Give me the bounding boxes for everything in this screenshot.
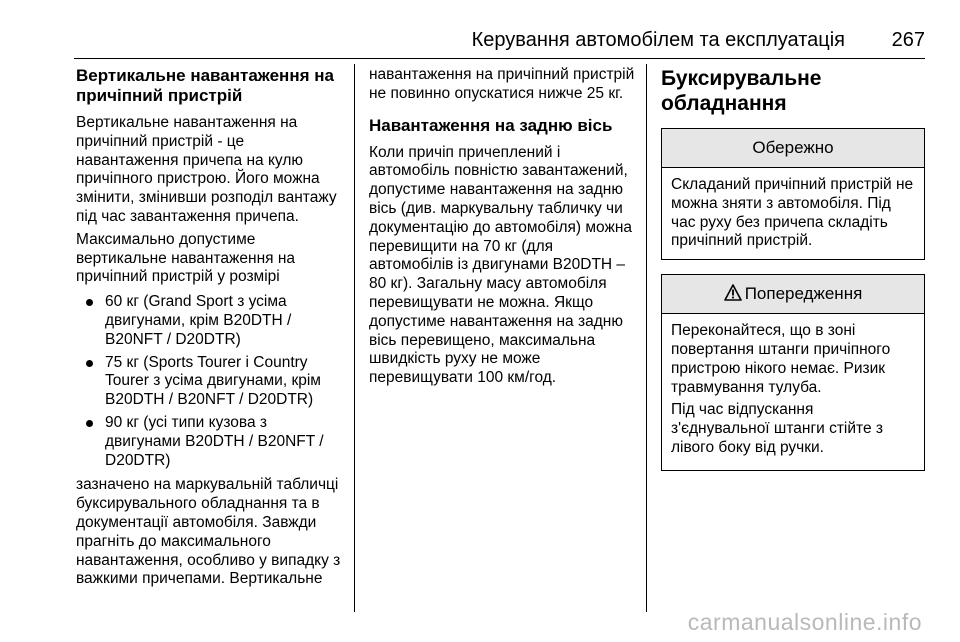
paragraph: Вертикальне навантаження на причіпний пристрій - це навантаження причепа на кулю причіпного пристрою. Його можна змінити, змінивши розподіл вантажу під час завантаження причепа. (76, 114, 337, 225)
page-header (74, 22, 925, 59)
paragraph: Коли причіп причеплений і автомобіль повністю завантажений, допустиме навантаження на задню вісь (див. маркувальну табличку чи документацію до автомобіля) можна перевищити на 70 кг (для автомобілів із двигунами B20DTH – 80 кг). Загальну масу автомобіля перевищувати не можна. Якщо допустиме навантаження на задню вісь перевищено, максимальна швидкість руху не може перевищувати 100 км/год. (369, 143, 633, 387)
paragraph: навантаження на причіпний пристрій не повинно опускатися нижче 25 кг. (369, 66, 635, 102)
column-divider (354, 64, 355, 612)
section-heading: Навантаження на задню вісь (369, 115, 613, 135)
bullet-list (76, 293, 346, 470)
warning-box (661, 274, 925, 471)
warning-text: Під час відпускання з'єднувальної штанги стійте з лівого боку від ручки. (671, 401, 883, 456)
section-heading: Буксирувальне обладнання (661, 67, 822, 115)
warning-triangle-icon (724, 284, 742, 301)
watermark: carmanualsonline.info (687, 609, 922, 635)
caution-title: Обережно (662, 129, 924, 168)
column-middle (369, 66, 639, 392)
column-left (76, 66, 346, 593)
paragraph: зазначено на маркувальній табличці буксирувального обладнання та в документації автомобіля. Завжди прагніть до максимального навантаження, особливо у випадку з важкими причепами. Вертикальне (76, 476, 341, 588)
warning-text: Переконайтеся, що в зоні повертання штанги причіпного пристрою нікого немає. Ризик травмування тулуба. (671, 322, 891, 396)
caution-text: Складаний причіпний пристрій не можна зняти з автомобіля. Під час руху без причепа складіть причіпний пристрій. (671, 176, 914, 250)
header-title: Керування автомобілем та експлуатація (471, 29, 845, 51)
caution-box (661, 128, 925, 260)
column-right (661, 66, 925, 485)
warning-header (662, 275, 924, 314)
section-heading: Вертикальне навантаження на причіпний пристрій (76, 66, 334, 105)
list-item: 75 кг (Sports Tourer і Country Tourer з усіма двигунами, крім B20DTH / B20NFT / D20DTR) (76, 354, 346, 410)
column-divider (646, 64, 647, 612)
list-item: 60 кг (Grand Sport з усіма двигунами, крім B20DTH / B20NFT / D20DTR) (76, 293, 346, 349)
paragraph: Максимально допустиме вертикальне навантаження на причіпний пристрій у розмірі (76, 230, 296, 286)
list-item: 90 кг (усі типи кузова з двигунами B20DTH / B20NFT / D20DTR) (76, 414, 346, 470)
warning-title: Попередження (744, 284, 863, 304)
page-number: 267 (891, 29, 925, 51)
